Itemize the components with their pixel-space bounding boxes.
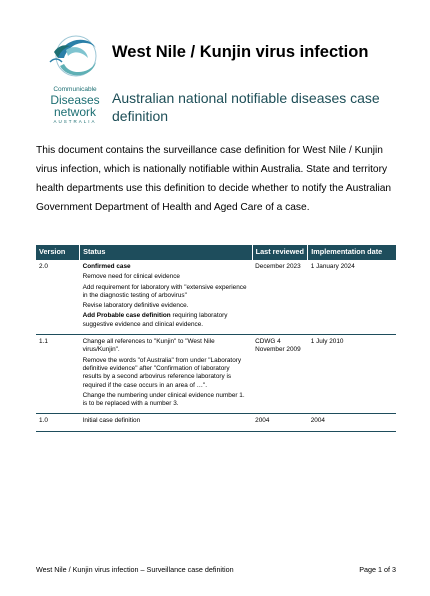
status-entry	[83, 312, 250, 329]
cell-implementation-date: 1 July 2010	[308, 335, 396, 414]
version-history-table	[36, 245, 396, 432]
table-row	[36, 414, 396, 431]
status-entry: Initial case definition	[82, 417, 141, 425]
cdna-logo	[40, 28, 110, 128]
status-entry: Change the numbering under clinical evidence number 1. is to be replaced with a number 3.	[82, 391, 245, 408]
intro-paragraph: This document contains the surveillance case definition for West Nile / Kunjin virus infection, which is nationally notifiable within Australia. State and territory health departments use this definition to decide whether to notify the Australian Government Department of Health and Aged Care of a case.	[36, 145, 392, 213]
footer-page-number: Page 1 of 3	[359, 565, 396, 574]
cell-version: 2.0	[36, 260, 80, 335]
cell-version: 1.1	[36, 335, 80, 414]
status-entry: Remove need for clinical evidence	[82, 273, 180, 281]
globe-swirl-icon	[40, 28, 110, 88]
header-status: Status	[80, 245, 253, 260]
cell-implementation-date: 2004	[308, 414, 396, 431]
logo-line-australia: AUSTRALIA	[53, 119, 97, 124]
header-last-reviewed: Last reviewed	[252, 245, 308, 260]
status-entry: Change all references to "Kunjin" to "West Nile virus/Kunjin".	[82, 338, 215, 354]
header-version: Version	[36, 245, 80, 260]
table-header-row	[36, 245, 396, 260]
table-row	[36, 335, 396, 414]
page-subtitle: Australian national notifiable diseases case definition	[112, 90, 380, 124]
logo-line-network: network	[53, 105, 97, 119]
status-entry: Remove the words "of Australia" from under "Laboratory definitive evidence" after "Confirmation of laboratory results by a second arbovirus reference laboratory is required if the case occurs in an area of …".	[82, 356, 242, 389]
cell-last-reviewed: 2004	[252, 414, 308, 431]
logo-line-communicable: Communicable	[53, 86, 97, 93]
logo-line-diseases: Diseases	[50, 93, 100, 107]
status-entry-bold: Add Probable case definition	[82, 312, 171, 320]
cell-last-reviewed: December 2023	[252, 260, 308, 335]
status-entry: Add requirement for laboratory with "extensive experience in the diagnostic testing of arbovirus"	[82, 283, 247, 299]
cell-status	[80, 260, 253, 335]
status-entry: Confirmed case	[82, 263, 131, 270]
footer-document-title: West Nile / Kunjin virus infection – Surveillance case definition	[36, 565, 234, 574]
status-entry-rest: requiring laboratory suggestive evidence and clinical evidence.	[82, 312, 228, 328]
cell-status	[80, 335, 253, 414]
table-row	[36, 260, 396, 335]
page-title: West Nile / Kunjin virus infection	[112, 43, 369, 61]
cell-version: 1.0	[36, 414, 80, 431]
cell-implementation-date: 1 January 2024	[308, 260, 396, 335]
cell-last-reviewed: CDWG 4 November 2009	[252, 335, 308, 414]
header-implementation-date: Implementation date	[308, 245, 396, 260]
cell-status	[80, 414, 253, 431]
status-entry: Revise laboratory definitive evidence.	[82, 302, 189, 310]
